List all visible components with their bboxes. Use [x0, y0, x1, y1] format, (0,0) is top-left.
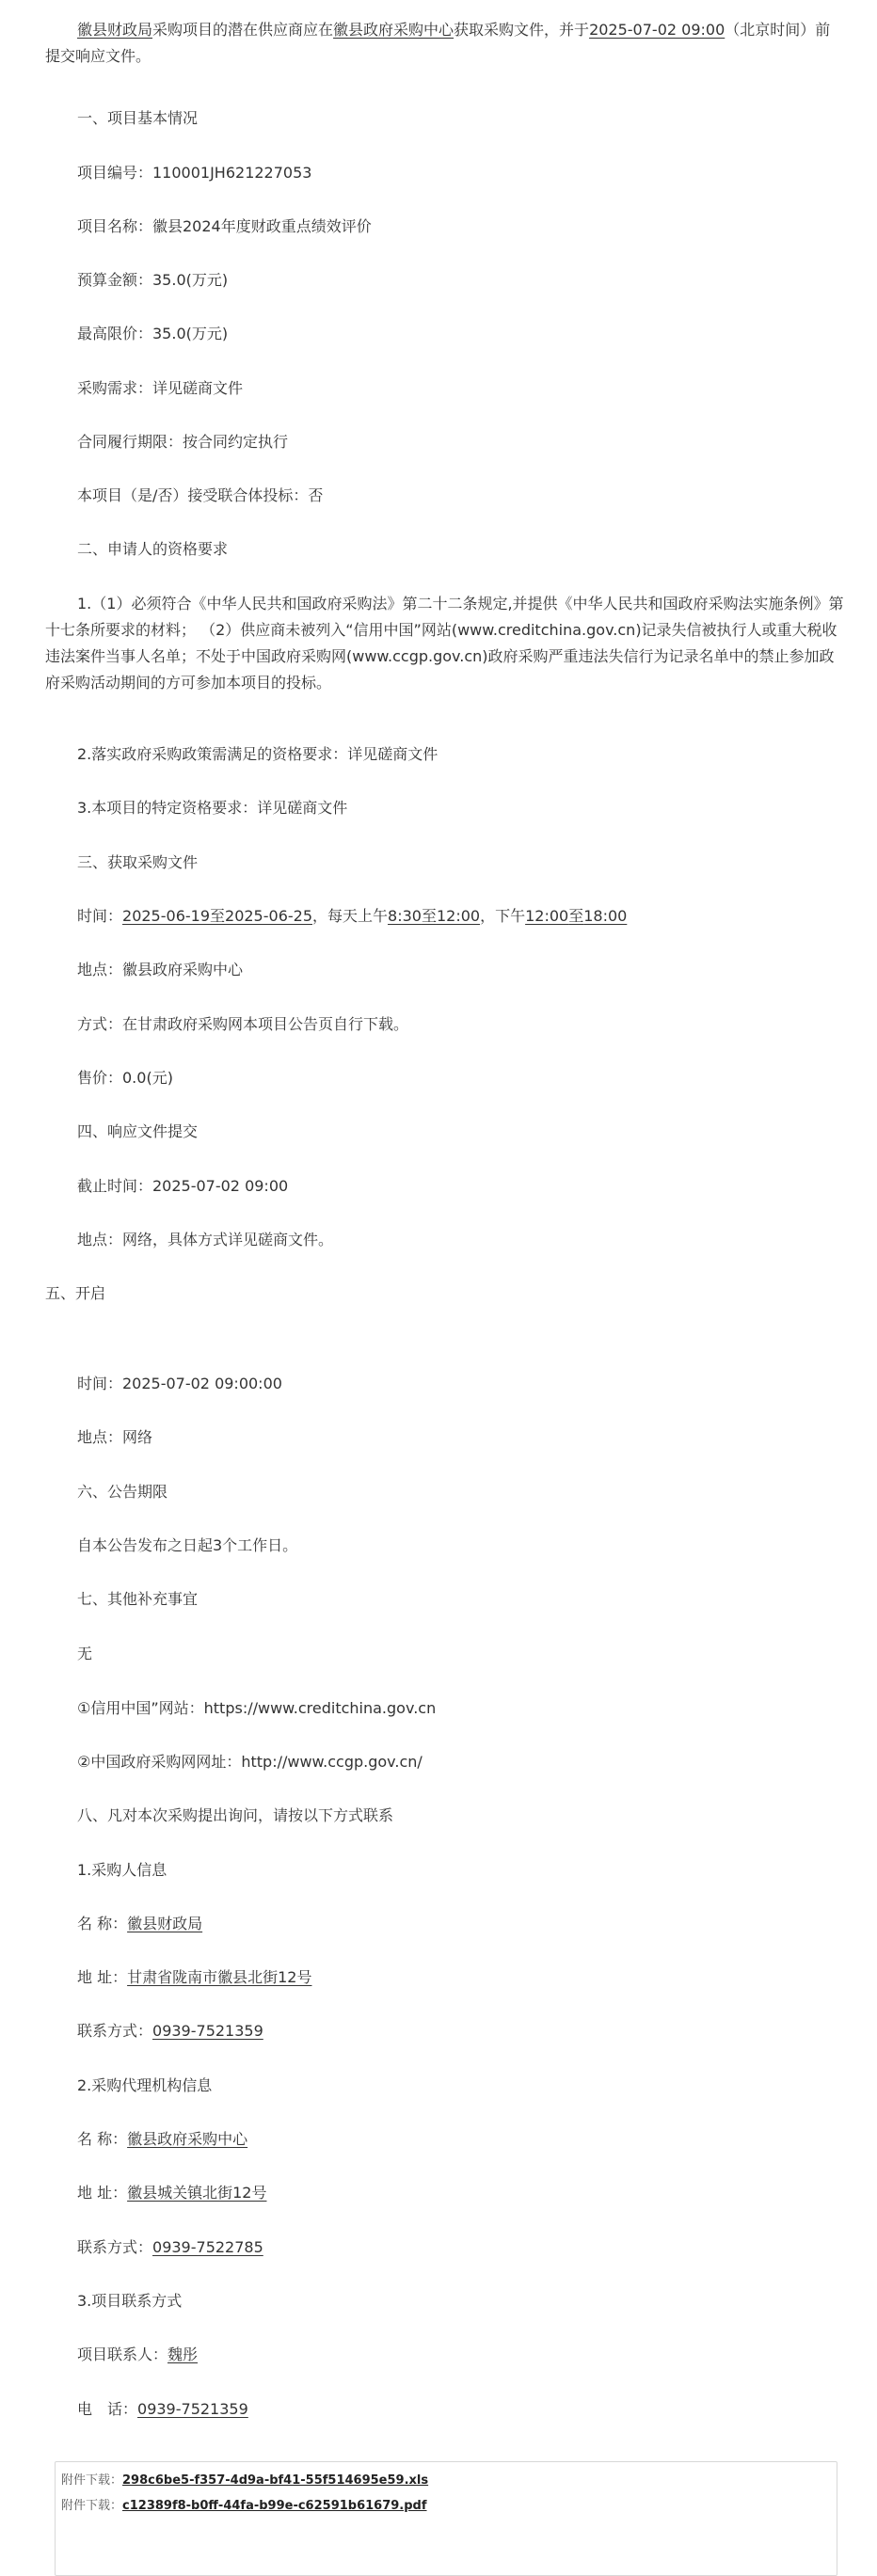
ccgp-site: ②中国政府采购网网址：http://www.ccgp.gov.cn/ [77, 1753, 423, 1771]
section4-heading: 四、响应文件提交 [77, 1122, 199, 1140]
acquisition-time: 时间：2025-06-19至2025-06-25，每天上午8:30至12:00，下午12:00至18:00 [77, 907, 628, 925]
attachment-pdf-link[interactable]: c12389f8-b0ff-44fa-b99e-c62591b61679.pdf [122, 2499, 427, 2513]
am-from-link[interactable]: 8:30 [388, 907, 422, 925]
buyer-name: 名 称：徽县财政局 [77, 1915, 203, 1932]
deadline-link[interactable]: 2025-07-02 09:00 [589, 21, 726, 39]
acquisition-place: 地点：徽县政府采购中心 [77, 961, 244, 978]
agency-heading: 2.采购代理机构信息 [77, 2076, 213, 2094]
intro-paragraph: 徽县财政局采购项目的潜在供应商应在徽县政府采购中心获取采购文件，并于2025-07-02 09:00（北京时间）前提交响应文件。 [45, 21, 831, 65]
contact-phone-link[interactable]: 0939-7521359 [137, 2400, 248, 2418]
buyer-address-link[interactable]: 甘肃省陇南市徽县北街12号 [127, 1968, 312, 1986]
credit-china-site: ①信用中国”网站：https://www.creditchina.gov.cn [77, 1699, 437, 1717]
org-link[interactable]: 徽县财政局 [77, 21, 153, 39]
acquisition-method: 方式：在甘肃政府采购网本项目公告页自行下载。 [77, 1015, 409, 1033]
section7-heading-clipped: 七、其他补充事宜 [77, 1590, 199, 1608]
buyer-address: 地 址：甘肃省陇南市徽县北街12号 [77, 1968, 312, 1986]
opening-time: 时间：2025-07-02 09:00:00 [77, 1375, 282, 1392]
buyer-phone-link[interactable]: 0939-7521359 [152, 2022, 263, 2040]
contact-heading: 3.项目联系方式 [77, 2292, 183, 2310]
buyer-name-link[interactable]: 徽县财政局 [127, 1915, 203, 1932]
agency-address-link[interactable]: 徽县城关镇北街12号 [127, 2184, 267, 2202]
agency-phone-link[interactable]: 0939-7522785 [152, 2238, 263, 2256]
submission-deadline: 截止时间：2025-07-02 09:00 [77, 1177, 289, 1195]
consortium-info: 本项目（是/否）接受联合体投标：否 [77, 486, 324, 504]
venue-link[interactable]: 徽县政府采购中心 [333, 21, 454, 39]
contact-phone: 电 话：0939-7521359 [77, 2400, 248, 2418]
section3-heading: 三、获取采购文件 [77, 853, 199, 871]
submission-place: 地点：网络，具体方式详见磋商文件。 [77, 1231, 334, 1248]
document-price: 售价：0.0(元) [77, 1069, 173, 1087]
section1-heading: 一、项目基本情况 [77, 109, 199, 127]
attachment-row: 附件下载：c12389f8-b0ff-44fa-b99e-c62591b61679.pdf [61, 2499, 427, 2513]
date-from-link[interactable]: 2025-06-19 [122, 907, 210, 925]
qualification-req-2: 2.落实政府采购政策需满足的资格要求：详见磋商文件 [77, 745, 438, 763]
contact-person: 项目联系人：魏彤 [77, 2345, 199, 2363]
pm-from-link[interactable]: 12:00 [525, 907, 569, 925]
agency-address: 地 址：徽县城关镇北街12号 [77, 2184, 267, 2202]
buyer-phone: 联系方式：0939-7521359 [77, 2022, 263, 2040]
contract-period: 合同履行期限：按合同约定执行 [77, 433, 289, 451]
budget-amount: 预算金额：35.0(万元) [77, 271, 229, 289]
qualification-req-3: 3.本项目的特定资格要求：详见磋商文件 [77, 799, 348, 817]
qualification-req-1: 1.（1）必须符合《中华人民共和国政府采购法》第二十二条规定,并提供《中华人民共和国政府采购法实施条例》第十七条所要求的材料； （2）供应商未被列入“信用中国”网站(www.creditchina.gov.cn)记录失信被执行人或重大税收违法案件当事人名单；不处于中国政府采购网(www.ccgp.gov.cn)政府采购严重违法失信行为记录名单中的禁止参加政府采购活动期间的方可参加本项目的投标。 [45, 595, 844, 692]
agency-phone: 联系方式：0939-7522785 [77, 2238, 263, 2256]
section5-heading: 五、开启 [45, 1284, 106, 1302]
am-to-link[interactable]: 12:00 [436, 907, 481, 925]
pm-to-link[interactable]: 18:00 [583, 907, 628, 925]
project-number: 项目编号：110001JH621227053 [77, 164, 312, 182]
buyer-heading: 1.采购人信息 [77, 1861, 167, 1879]
attachment-xls-link[interactable]: 298c6be5-f357-4d9a-bf41-55f514695e59.xls [122, 2473, 429, 2488]
contact-person-link[interactable]: 魏彤 [167, 2345, 199, 2363]
attachments-box [55, 2461, 837, 2576]
opening-place: 地点：网络 [77, 1428, 153, 1446]
procurement-demand: 采购需求：详见磋商文件 [77, 379, 244, 397]
agency-name-link[interactable]: 徽县政府采购中心 [127, 2130, 248, 2148]
supplement-none: 无 [77, 1645, 93, 1662]
project-name: 项目名称：徽县2024年度财政重点绩效评价 [77, 217, 372, 235]
agency-name: 名 称：徽县政府采购中心 [77, 2130, 248, 2148]
attachment-row: 附件下载：298c6be5-f357-4d9a-bf41-55f514695e59.xls [61, 2473, 429, 2488]
section6-heading: 六、公告期限 [77, 1483, 168, 1501]
section8-heading: 八、凡对本次采购提出询问，请按以下方式联系 [77, 1806, 394, 1824]
max-price: 最高限价：35.0(万元) [77, 325, 229, 342]
notice-period: 自本公告发布之日起3个工作日。 [77, 1536, 298, 1554]
section2-heading: 二、申请人的资格要求 [77, 540, 229, 558]
date-to-link[interactable]: 2025-06-25 [225, 907, 312, 925]
